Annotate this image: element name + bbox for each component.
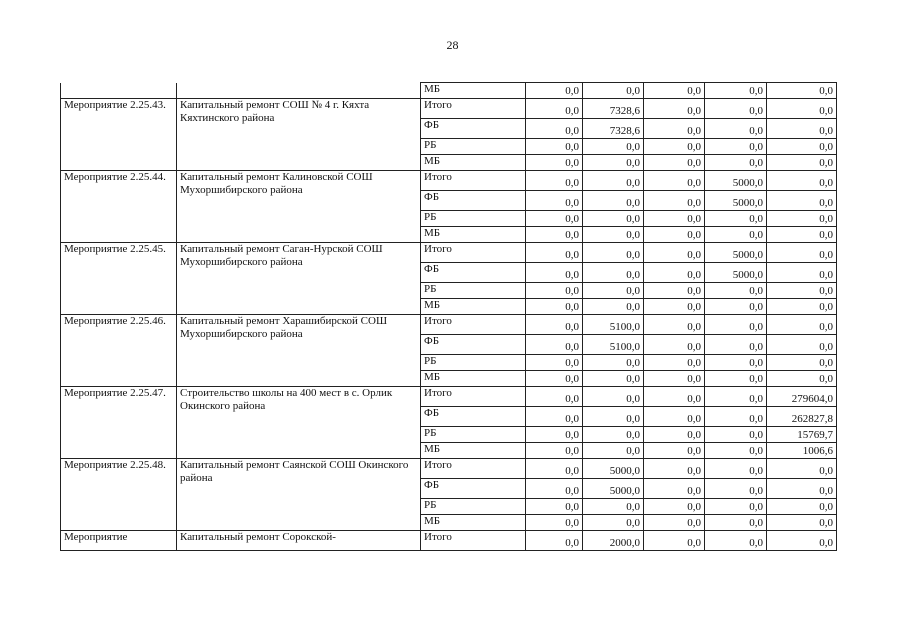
funding-source: РБ xyxy=(421,283,526,299)
funding-source: РБ xyxy=(421,211,526,227)
amount-cell: 0,0 xyxy=(705,443,767,459)
amount-cell: 0,0 xyxy=(767,531,837,551)
table-row xyxy=(61,171,837,191)
amount-cell: 0,0 xyxy=(644,99,705,119)
event-description-cell: Капитальный ремонт Саган-Нурской СОШ Мухоршибирского района xyxy=(177,243,421,315)
amount-cell: 0,0 xyxy=(644,299,705,315)
amount-cell: 5000,0 xyxy=(705,171,767,191)
event-description-cell: Строительство школы на 400 мест в с. Орлик Окинского района xyxy=(177,387,421,459)
funding-source: Итого xyxy=(421,315,526,335)
funding-source: ФБ xyxy=(421,407,526,427)
funding-source: ФБ xyxy=(421,263,526,283)
amount-cell: 0,0 xyxy=(705,387,767,407)
amount-cell: 5000,0 xyxy=(583,479,644,499)
amount-cell: 0,0 xyxy=(767,355,837,371)
amount-cell: 0,0 xyxy=(526,243,583,263)
funding-source: Итого xyxy=(421,243,526,263)
amount-cell: 0,0 xyxy=(767,99,837,119)
table-row xyxy=(61,99,837,119)
amount-cell: 0,0 xyxy=(644,211,705,227)
amount-cell: 0,0 xyxy=(644,479,705,499)
funding-source: МБ xyxy=(421,443,526,459)
amount-cell: 0,0 xyxy=(705,515,767,531)
amount-cell: 0,0 xyxy=(644,355,705,371)
event-description-cell: Капитальный ремонт Харашибирской СОШ Мухоршибирского района xyxy=(177,315,421,387)
amount-cell: 0,0 xyxy=(526,83,583,99)
amount-cell: 0,0 xyxy=(583,407,644,427)
amount-cell: 0,0 xyxy=(705,407,767,427)
funding-source: ФБ xyxy=(421,335,526,355)
amount-cell: 0,0 xyxy=(526,355,583,371)
amount-cell: 0,0 xyxy=(644,387,705,407)
amount-cell: 0,0 xyxy=(705,227,767,243)
amount-cell: 0,0 xyxy=(644,531,705,551)
amount-cell: 0,0 xyxy=(767,191,837,211)
amount-cell: 0,0 xyxy=(644,83,705,99)
description-cell-continued xyxy=(177,83,421,99)
funding-source: Итого xyxy=(421,459,526,479)
amount-cell: 15769,7 xyxy=(767,427,837,443)
amount-cell: 0,0 xyxy=(767,315,837,335)
amount-cell: 0,0 xyxy=(644,335,705,355)
funding-source: ФБ xyxy=(421,479,526,499)
amount-cell: 0,0 xyxy=(705,139,767,155)
amount-cell: 0,0 xyxy=(705,531,767,551)
table-row xyxy=(61,243,837,263)
amount-cell: 0,0 xyxy=(705,283,767,299)
amount-cell: 0,0 xyxy=(705,299,767,315)
amount-cell: 0,0 xyxy=(583,83,644,99)
amount-cell: 0,0 xyxy=(644,243,705,263)
amount-cell: 0,0 xyxy=(583,283,644,299)
table-row xyxy=(61,531,837,551)
event-description-cell: Капитальный ремонт Сорокской- xyxy=(177,531,421,551)
event-code-cell: Мероприятие 2.25.44. xyxy=(61,171,177,243)
amount-cell: 0,0 xyxy=(583,227,644,243)
funding-source: Итого xyxy=(421,531,526,551)
amount-cell: 0,0 xyxy=(644,227,705,243)
amount-cell: 0,0 xyxy=(583,443,644,459)
funding-source: МБ xyxy=(421,371,526,387)
amount-cell: 0,0 xyxy=(526,371,583,387)
amount-cell: 0,0 xyxy=(767,499,837,515)
amount-cell: 0,0 xyxy=(526,299,583,315)
amount-cell: 0,0 xyxy=(644,191,705,211)
amount-cell: 0,0 xyxy=(526,119,583,139)
funding-source: ФБ xyxy=(421,191,526,211)
amount-cell: 5000,0 xyxy=(705,243,767,263)
amount-cell: 0,0 xyxy=(526,499,583,515)
event-code-cell: Мероприятие 2.25.46. xyxy=(61,315,177,387)
amount-cell: 0,0 xyxy=(644,139,705,155)
funding-source: РБ xyxy=(421,355,526,371)
amount-cell: 0,0 xyxy=(583,139,644,155)
amount-cell: 0,0 xyxy=(767,211,837,227)
amount-cell: 0,0 xyxy=(644,459,705,479)
amount-cell: 0,0 xyxy=(583,371,644,387)
amount-cell: 0,0 xyxy=(526,99,583,119)
amount-cell: 0,0 xyxy=(583,355,644,371)
amount-cell: 0,0 xyxy=(767,83,837,99)
amount-cell: 0,0 xyxy=(583,299,644,315)
funding-source: МБ xyxy=(421,299,526,315)
amount-cell: 2000,0 xyxy=(583,531,644,551)
amount-cell: 0,0 xyxy=(705,335,767,355)
amount-cell: 7328,6 xyxy=(583,99,644,119)
amount-cell: 0,0 xyxy=(526,427,583,443)
amount-cell: 0,0 xyxy=(644,119,705,139)
table-row xyxy=(61,83,837,99)
amount-cell: 0,0 xyxy=(644,263,705,283)
amount-cell: 0,0 xyxy=(767,371,837,387)
amount-cell: 0,0 xyxy=(767,171,837,191)
event-description-cell: Капитальный ремонт Калиновской СОШ Мухоршибирского района xyxy=(177,171,421,243)
amount-cell: 0,0 xyxy=(705,499,767,515)
amount-cell: 0,0 xyxy=(526,387,583,407)
amount-cell: 0,0 xyxy=(526,335,583,355)
amount-cell: 0,0 xyxy=(644,407,705,427)
amount-cell: 0,0 xyxy=(705,459,767,479)
amount-cell: 0,0 xyxy=(767,263,837,283)
funding-source: РБ xyxy=(421,427,526,443)
amount-cell: 0,0 xyxy=(767,139,837,155)
funding-source: Итого xyxy=(421,171,526,191)
amount-cell: 1006,6 xyxy=(767,443,837,459)
amount-cell: 0,0 xyxy=(644,315,705,335)
amount-cell: 0,0 xyxy=(767,227,837,243)
amount-cell: 0,0 xyxy=(705,479,767,499)
amount-cell: 0,0 xyxy=(583,243,644,263)
amount-cell: 0,0 xyxy=(526,315,583,335)
amount-cell: 0,0 xyxy=(644,499,705,515)
amount-cell: 0,0 xyxy=(526,283,583,299)
amount-cell: 0,0 xyxy=(644,515,705,531)
amount-cell: 0,0 xyxy=(705,119,767,139)
amount-cell: 0,0 xyxy=(705,371,767,387)
amount-cell: 0,0 xyxy=(526,443,583,459)
amount-cell: 0,0 xyxy=(526,211,583,227)
event-code-cell: Мероприятие 2.25.48. xyxy=(61,459,177,531)
table-row xyxy=(61,387,837,407)
amount-cell: 0,0 xyxy=(644,155,705,171)
event-code-cell: Мероприятие 2.25.45. xyxy=(61,243,177,315)
amount-cell: 0,0 xyxy=(767,515,837,531)
event-description-cell: Капитальный ремонт Саянской СОШ Окинского района xyxy=(177,459,421,531)
amount-cell: 0,0 xyxy=(705,211,767,227)
amount-cell: 0,0 xyxy=(767,243,837,263)
amount-cell: 5100,0 xyxy=(583,335,644,355)
amount-cell: 0,0 xyxy=(644,443,705,459)
table-row xyxy=(61,459,837,479)
amount-cell: 0,0 xyxy=(526,515,583,531)
amount-cell: 0,0 xyxy=(705,355,767,371)
amount-cell: 0,0 xyxy=(767,335,837,355)
amount-cell: 7328,6 xyxy=(583,119,644,139)
amount-cell: 0,0 xyxy=(767,479,837,499)
amount-cell: 0,0 xyxy=(526,191,583,211)
event-cell-continued xyxy=(61,83,177,99)
amount-cell: 0,0 xyxy=(526,407,583,427)
funding-source: РБ xyxy=(421,139,526,155)
event-code-cell: Мероприятие 2.25.47. xyxy=(61,387,177,459)
funding-source: ФБ xyxy=(421,119,526,139)
event-code-cell: Мероприятие xyxy=(61,531,177,551)
amount-cell: 0,0 xyxy=(705,155,767,171)
amount-cell: 5000,0 xyxy=(583,459,644,479)
amount-cell: 0,0 xyxy=(644,427,705,443)
page-number: 28 xyxy=(446,38,459,52)
funding-source: МБ xyxy=(421,227,526,243)
amount-cell: 279604,0 xyxy=(767,387,837,407)
amount-cell: 0,0 xyxy=(583,155,644,171)
funding-source: МБ xyxy=(421,515,526,531)
amount-cell: 0,0 xyxy=(583,263,644,283)
amount-cell: 0,0 xyxy=(526,139,583,155)
amount-cell: 0,0 xyxy=(583,387,644,407)
amount-cell: 0,0 xyxy=(644,283,705,299)
amount-cell: 0,0 xyxy=(526,479,583,499)
amount-cell: 0,0 xyxy=(526,171,583,191)
amount-cell: 0,0 xyxy=(526,155,583,171)
amount-cell: 0,0 xyxy=(526,531,583,551)
funding-source: МБ xyxy=(421,155,526,171)
amount-cell: 5000,0 xyxy=(705,191,767,211)
amount-cell: 0,0 xyxy=(583,211,644,227)
amount-cell: 0,0 xyxy=(526,227,583,243)
amount-cell: 0,0 xyxy=(705,83,767,99)
amount-cell: 0,0 xyxy=(583,427,644,443)
amount-cell: 0,0 xyxy=(644,371,705,387)
amount-cell: 0,0 xyxy=(526,459,583,479)
amount-cell: 0,0 xyxy=(705,427,767,443)
table-row xyxy=(61,315,837,335)
event-description-cell: Капитальный ремонт СОШ № 4 г. Кяхта Кяхтинского района xyxy=(177,99,421,171)
amount-cell: 0,0 xyxy=(644,171,705,191)
amount-cell: 0,0 xyxy=(767,299,837,315)
funding-source: Итого xyxy=(421,387,526,407)
amount-cell: 0,0 xyxy=(767,283,837,299)
amount-cell: 0,0 xyxy=(767,155,837,171)
amount-cell: 5000,0 xyxy=(705,263,767,283)
amount-cell: 0,0 xyxy=(705,99,767,119)
event-code-cell: Мероприятие 2.25.43. xyxy=(61,99,177,171)
amount-cell: 262827,8 xyxy=(767,407,837,427)
funding-source: РБ xyxy=(421,499,526,515)
amount-cell: 0,0 xyxy=(705,315,767,335)
amount-cell: 0,0 xyxy=(583,515,644,531)
funding-source: Итого xyxy=(421,99,526,119)
amount-cell: 0,0 xyxy=(767,459,837,479)
amount-cell: 0,0 xyxy=(583,191,644,211)
amount-cell: 0,0 xyxy=(583,171,644,191)
funding-source: МБ xyxy=(421,83,526,99)
amount-cell: 0,0 xyxy=(767,119,837,139)
amount-cell: 0,0 xyxy=(526,263,583,283)
amount-cell: 5100,0 xyxy=(583,315,644,335)
budget-table xyxy=(60,82,837,551)
amount-cell: 0,0 xyxy=(583,499,644,515)
